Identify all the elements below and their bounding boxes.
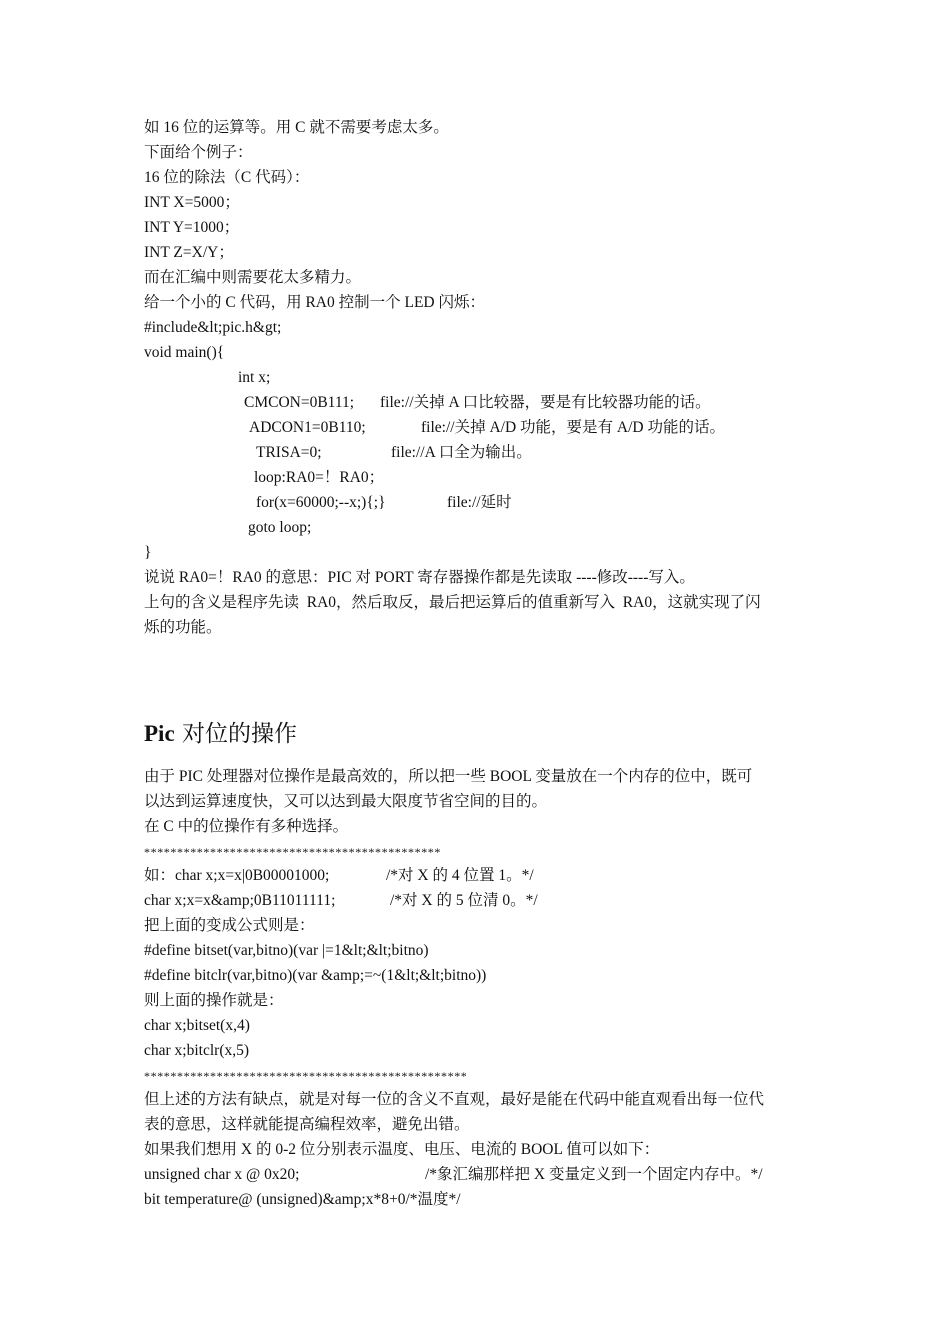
text-line: 则上面的操作就是： xyxy=(144,992,284,1009)
text-line: 把上面的变成公式则是： xyxy=(144,917,315,934)
code-comment: file://延时 xyxy=(447,494,512,511)
code-line: #include&lt;pic.h&gt; xyxy=(144,319,282,336)
code-line: char x;bitclr(x,5) xyxy=(144,1042,250,1059)
text-line: 表的意思，这样就能提高编程效率，避免出错。 xyxy=(144,1116,470,1133)
text-line: 如果我们想用 X 的 0-2 位分别表示温度、电压、电流的 BOOL 值可以如下： xyxy=(144,1141,660,1158)
text-line: 上句的含义是程序先读 RA0，然后取反，最后把运算后的值重新写入 RA0，这就实现了闪 xyxy=(144,594,761,611)
text-line: 而在汇编中则需要花太多精力。 xyxy=(144,269,362,286)
text-line: 给一个小的 C 代码，用 RA0 控制一个 LED 闪烁： xyxy=(144,294,486,311)
code-line: loop:RA0=！RA0； xyxy=(254,469,385,486)
separator-line: ********************************************* xyxy=(144,845,441,859)
text-line: 但上述的方法有缺点，就是对每一位的含义不直观，最好是能在代码中能直观看出每一位代 xyxy=(144,1091,765,1108)
text-line: 由于 PIC 处理器对位操作是最高效的，所以把一些 BOOL 变量放在一个内存的位中，既可 xyxy=(144,768,753,785)
text-line: 以达到运算速度快，又可以达到最大限度节省空间的目的。 xyxy=(144,793,548,810)
text-line: 如 16 位的运算等。用 C 就不需要考虑太多。 xyxy=(144,119,449,136)
code-line: for(x=60000;--x;){;} xyxy=(256,494,386,511)
code-line: INT Z=X/Y； xyxy=(144,244,234,261)
code-line: ADCON1=0B110; xyxy=(249,419,366,436)
code-line: void main(){ xyxy=(144,344,225,361)
code-line: INT Y=1000； xyxy=(144,219,240,236)
code-line: } xyxy=(144,544,152,561)
text-line: 说说 RA0=！RA0 的意思：PIC 对 PORT 寄存器操作都是先读取 ----修改----写入。 xyxy=(144,569,695,586)
section-heading xyxy=(144,719,297,749)
code-comment: /*对 X 的 4 位置 1。*/ xyxy=(386,867,534,884)
code-comment: file://A 口全为输出。 xyxy=(391,444,532,461)
code-line: bit temperature@ (unsigned)&amp;x*8+0/*温度*/ xyxy=(144,1191,461,1208)
heading-rest: 对位的操作 xyxy=(174,721,297,747)
code-line: #define bitclr(var,bitno)(var &amp;=~(1&lt;&lt;bitno)) xyxy=(144,967,487,984)
code-line: unsigned char x @ 0x20; xyxy=(144,1166,300,1183)
text-line: 烁的功能。 xyxy=(144,619,222,636)
text-line: 在 C 中的位操作有多种选择。 xyxy=(144,818,349,835)
code-line: #define bitset(var,bitno)(var |=1&lt;&lt;bitno) xyxy=(144,942,429,959)
code-line: char x;x=x&amp;0B11011111; xyxy=(144,892,336,909)
code-line: char x;bitset(x,4) xyxy=(144,1017,250,1034)
code-comment: file://关掉 A/D 功能，要是有 A/D 功能的话。 xyxy=(421,419,725,436)
heading-bold: Pic xyxy=(144,721,175,746)
separator-line: ************************************************* xyxy=(144,1069,468,1083)
code-line: goto loop; xyxy=(248,519,312,536)
code-comment: /*象汇编那样把 X 变量定义到一个固定内存中。*/ xyxy=(425,1166,763,1183)
text-line: 下面给个例子： xyxy=(144,144,253,161)
code-line: TRISA=0; xyxy=(256,444,322,461)
text-line: 16 位的除法（C 代码）： xyxy=(144,169,310,186)
code-line: INT X=5000； xyxy=(144,194,240,211)
code-line: int x; xyxy=(238,369,271,386)
code-line: CMCON=0B111; xyxy=(244,394,355,411)
code-comment: file://关掉 A 口比较器，要是有比较器功能的话。 xyxy=(380,394,711,411)
code-line: 如：char x;x=x|0B00001000; xyxy=(144,867,330,884)
code-comment: /*对 X 的 5 位清 0。*/ xyxy=(390,892,538,909)
